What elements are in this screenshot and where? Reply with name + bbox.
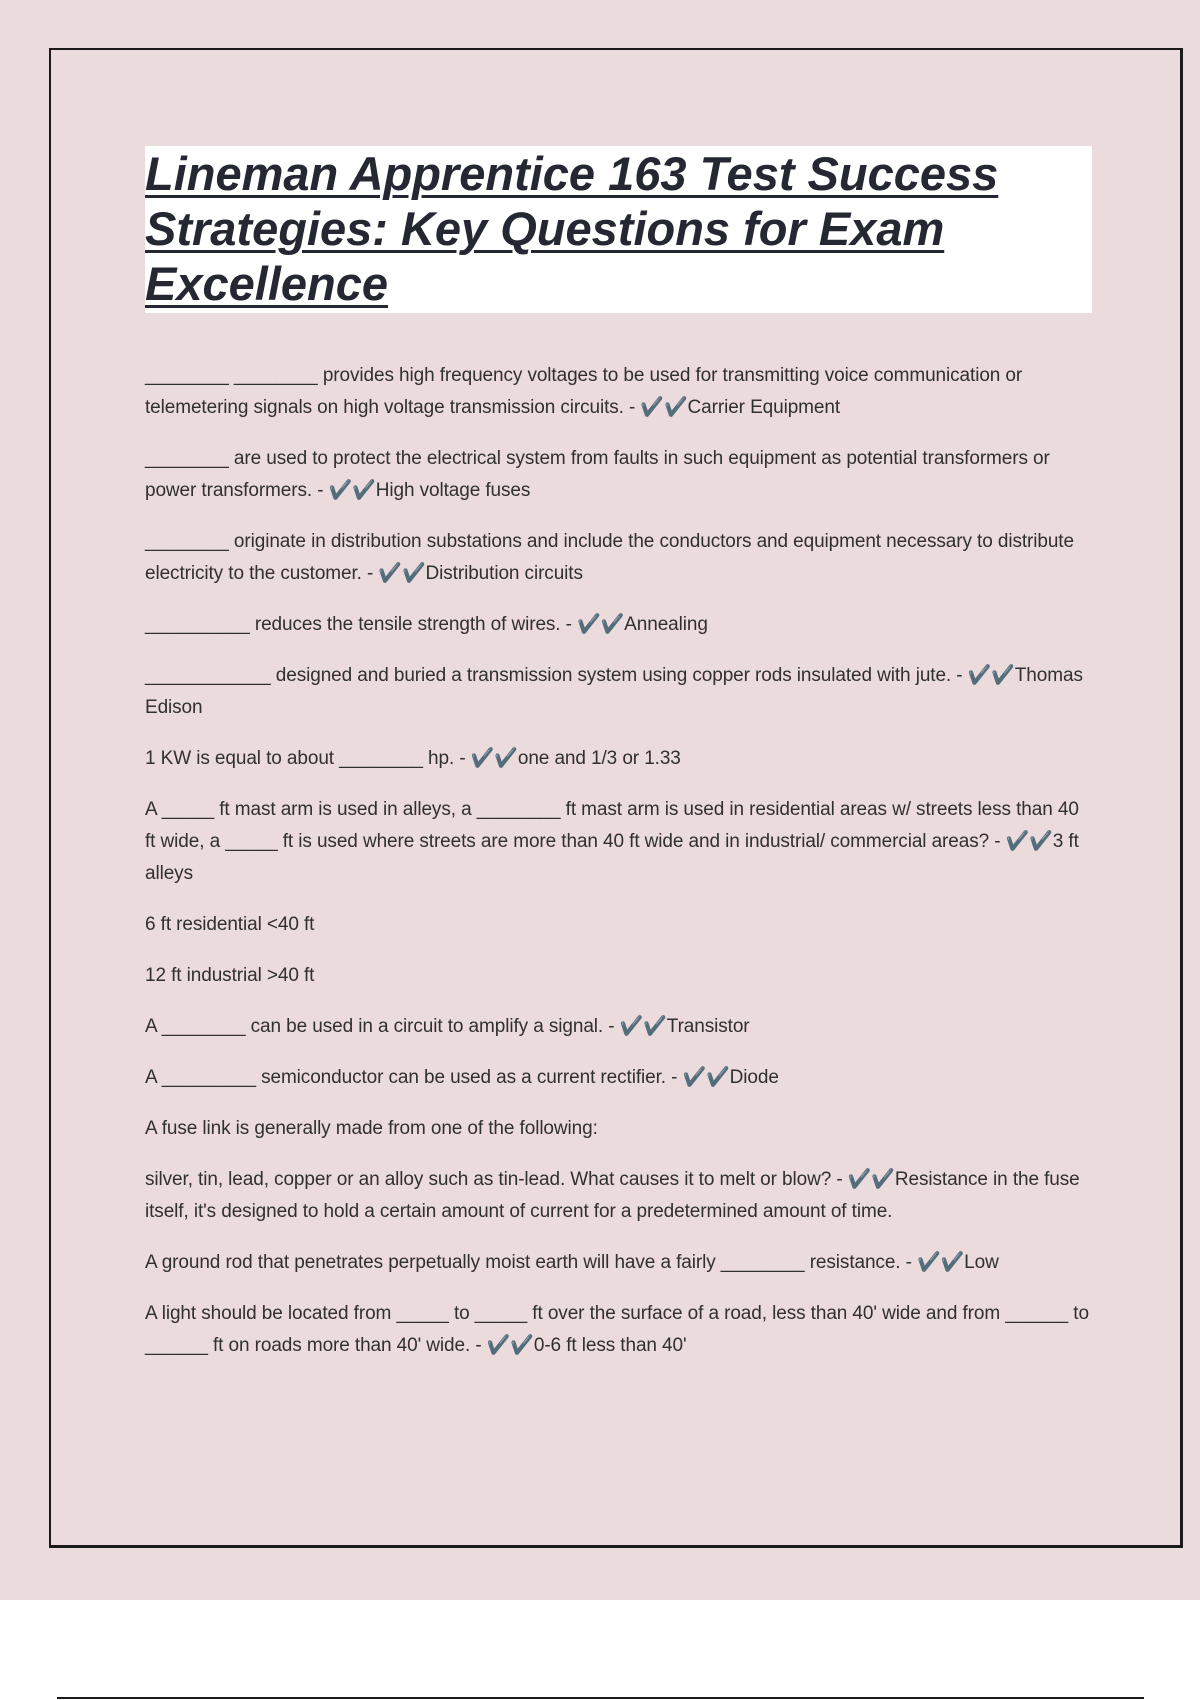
question-list (145, 360, 1090, 1381)
question-mast-arm: A _____ ft mast arm is used in alleys, a ________ ft mast arm is used in residential areas w/ streets less than 40 ft wide, a _____ ft is used where streets are more than 40 ft wide and in industrial/ commercial areas? - ✔️✔️3 ft alleys (145, 799, 1079, 884)
question-annealing: __________ reduces the tensile strength of wires. - ✔️✔️Annealing (145, 614, 708, 635)
question-distribution-circuits: ________ originate in distribution substations and include the conductors and equipment necessary to distribute electricity to the customer. - ✔️✔️Distribution circuits (145, 531, 1074, 584)
answer-line-industrial: 12 ft industrial >40 ft (145, 965, 315, 986)
question-light-height: A light should be located from _____ to _____ ft over the surface of a road, less than 40' wide and from ______ to ______ ft on roads more than 40' wide. - ✔️✔️0-6 ft less than 40' (145, 1303, 1089, 1356)
footer-rule (57, 1697, 1144, 1699)
question-kw-hp: 1 KW is equal to about ________ hp. - ✔️✔️one and 1/3 or 1.33 (145, 748, 681, 769)
question-carrier-equipment: ________ ________ provides high frequency voltages to be used for transmitting voice communication or telemetering signals on high voltage transmission circuits. - ✔️✔️Carrier Equipment (145, 365, 1023, 418)
question-transistor: A ________ can be used in a circuit to amplify a signal. - ✔️✔️Transistor (145, 1016, 750, 1037)
question-thomas-edison: ____________ designed and buried a transmission system using copper rods insulated with jute. - ✔️✔️Thomas Edison (145, 665, 1083, 718)
document-title: Lineman Apprentice 163 Test Success Strategies: Key Questions for Exam Excellence (145, 147, 999, 310)
question-diode: A _________ semiconductor can be used as a current rectifier. - ✔️✔️Diode (145, 1067, 779, 1088)
question-ground-rod: A ground rod that penetrates perpetually moist earth will have a fairly ________ resistance. - ✔️✔️Low (145, 1252, 999, 1273)
title-box (145, 146, 1092, 313)
question-fuse-link-intro: A fuse link is generally made from one of the following: (145, 1118, 598, 1139)
answer-line-residential: 6 ft residential <40 ft (145, 914, 315, 935)
question-fuse-link-materials: silver, tin, lead, copper or an alloy such as tin-lead. What causes it to melt or blow? - ✔️✔️Resistance in the fuse itself, it's designed to hold a certain amount of current for a predetermined amount of time. (145, 1169, 1080, 1222)
question-high-voltage-fuses: ________ are used to protect the electrical system from faults in such equipment as potential transformers or power transformers. - ✔️✔️High voltage fuses (145, 448, 1050, 501)
